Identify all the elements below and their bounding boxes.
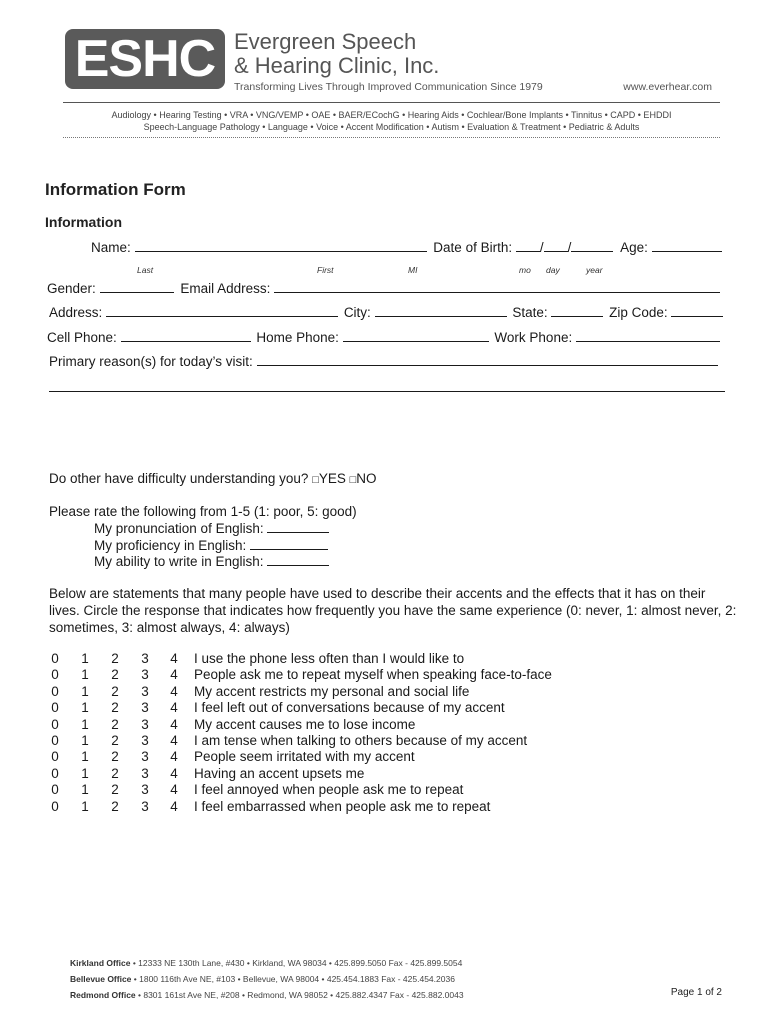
clinic-name-line1: Evergreen Speech xyxy=(234,29,417,54)
scale-option-0[interactable]: 0 xyxy=(51,782,59,798)
home-field[interactable] xyxy=(343,329,489,342)
age-label: Age: xyxy=(620,240,648,255)
yes-label: YES xyxy=(318,471,346,486)
statement-text: People seem irritated with my accent xyxy=(194,749,415,765)
difficulty-row xyxy=(49,471,377,486)
gender-email-row xyxy=(47,280,720,296)
scale-option-0[interactable]: 0 xyxy=(51,716,59,732)
zip-label: Zip Code: xyxy=(609,305,668,320)
sub-mo: mo xyxy=(519,265,531,275)
clinic-name xyxy=(234,30,439,78)
email-label: Email Address: xyxy=(180,281,271,296)
dob-label: Date of Birth: xyxy=(433,240,513,255)
kirkland-office xyxy=(70,958,462,968)
dob-slash-2: / xyxy=(567,240,572,255)
scale-option-3[interactable]: 3 xyxy=(141,798,149,814)
sub-mi: MI xyxy=(408,265,418,275)
statement-text: My accent restricts my personal and social life xyxy=(194,683,470,699)
scale-option-0[interactable]: 0 xyxy=(51,765,59,781)
redmond-office xyxy=(70,990,464,1000)
website-link[interactable]: www.everhear.com xyxy=(623,81,712,93)
scale-option-4[interactable]: 4 xyxy=(170,651,178,666)
statement-text: My accent causes me to lose income xyxy=(194,716,416,732)
address-row xyxy=(49,304,723,320)
scale-option-1[interactable]: 1 xyxy=(81,749,89,765)
scale-option-4[interactable]: 4 xyxy=(170,765,178,781)
address-label: Address: xyxy=(49,305,103,320)
scale-option-1[interactable]: 1 xyxy=(81,651,89,666)
scale-option-3[interactable]: 3 xyxy=(141,700,149,716)
section-title: Information xyxy=(45,214,122,230)
scale-option-2[interactable]: 2 xyxy=(111,733,119,748)
city-field[interactable] xyxy=(375,304,507,317)
scale-option-3[interactable]: 3 xyxy=(141,733,149,748)
redmond-info: • 8301 161st Ave NE, #208 • Redmond, WA 98052 • 425.882.4347 Fax - 425.882.0043 xyxy=(135,990,464,1000)
bellevue-office xyxy=(70,974,455,984)
no-checkbox[interactable]: □ xyxy=(349,474,357,486)
scale-option-4[interactable]: 4 xyxy=(170,782,178,798)
scale-option-2[interactable]: 2 xyxy=(111,782,119,798)
dob-day-field[interactable] xyxy=(544,239,568,252)
no-label: NO xyxy=(356,471,377,486)
page-number: Page 1 of 2 xyxy=(670,987,722,998)
gender-label: Gender: xyxy=(47,281,96,296)
scale-option-1[interactable]: 1 xyxy=(81,667,89,683)
scale-option-2[interactable]: 2 xyxy=(111,765,119,781)
scale-option-2[interactable]: 2 xyxy=(111,683,119,699)
services-line2: Speech-Language Pathology • Language • Voice • Accent Modification • Autism • Evaluation & Treatment • Pediatric & Adults xyxy=(143,122,640,132)
sub-year: year xyxy=(586,265,603,275)
scale-option-2[interactable]: 2 xyxy=(111,651,119,666)
sub-first: First xyxy=(317,265,334,275)
scale-option-4[interactable]: 4 xyxy=(170,667,178,683)
work-field[interactable] xyxy=(576,329,720,342)
scale-option-4[interactable]: 4 xyxy=(170,716,178,732)
scale-option-2[interactable]: 2 xyxy=(111,667,119,683)
scale-option-3[interactable]: 3 xyxy=(141,716,149,732)
scale-option-4[interactable]: 4 xyxy=(170,683,178,699)
statement-text: I am tense when talking to others because of my accent xyxy=(194,733,528,748)
services-line1: Audiology • Hearing Testing • VRA • VNG/VEMP • OAE • BAER/ECochG • Hearing Aids • Cochlear/Bone Implants • Tinnitus • CAPD • EHDDI xyxy=(111,110,672,120)
statement-text: People ask me to repeat myself when speaking face-to-face xyxy=(194,667,552,683)
scale-option-0[interactable]: 0 xyxy=(51,700,59,716)
scale-option-2[interactable]: 2 xyxy=(111,749,119,765)
tagline: Transforming Lives Through Improved Communication Since 1979 xyxy=(234,81,543,93)
reason-field[interactable] xyxy=(257,353,718,366)
yes-checkbox[interactable]: □ xyxy=(312,474,319,486)
scale-option-0[interactable]: 0 xyxy=(51,749,59,765)
scale-option-0[interactable]: 0 xyxy=(51,733,59,748)
scale-option-3[interactable]: 3 xyxy=(141,667,149,683)
header-divider xyxy=(63,102,720,103)
scale-option-1[interactable]: 1 xyxy=(81,798,89,814)
cell-label: Cell Phone: xyxy=(47,330,117,345)
proficiency-label: My proficiency in English: xyxy=(94,538,247,553)
statement-text: Having an accent upsets me xyxy=(194,765,365,781)
bellevue-info: • 1800 116th Ave NE, #103 • Bellevue, WA 98004 • 425.454.1883 Fax - 425.454.2036 xyxy=(131,974,455,984)
reason-row xyxy=(49,353,718,369)
scale-option-4[interactable]: 4 xyxy=(170,749,178,765)
statement-text: I feel embarrassed when people ask me to repeat xyxy=(194,798,491,814)
city-label: City: xyxy=(343,305,371,320)
scale-option-1[interactable]: 1 xyxy=(81,782,89,798)
age-field[interactable] xyxy=(652,239,722,252)
logo-text: ESHC xyxy=(74,30,216,88)
difficulty-question: Do other have difficulty understanding you? xyxy=(49,471,309,486)
dob-slash-1: / xyxy=(539,240,544,255)
form-title: Information Form xyxy=(45,180,186,199)
writing-row xyxy=(94,553,329,569)
zip-field[interactable] xyxy=(671,304,723,317)
bellevue-name: Bellevue Office xyxy=(70,974,132,984)
cell-field[interactable] xyxy=(121,329,251,342)
pronunciation-label: My pronunciation of English: xyxy=(94,521,264,536)
services-divider xyxy=(63,137,720,138)
home-label: Home Phone: xyxy=(256,330,339,345)
scale-option-2[interactable]: 2 xyxy=(111,700,119,716)
state-field[interactable] xyxy=(551,304,603,317)
scale-option-0[interactable]: 0 xyxy=(51,651,59,666)
scale-option-0[interactable]: 0 xyxy=(51,667,59,683)
scale-option-1[interactable]: 1 xyxy=(81,700,89,716)
dob-month-field[interactable] xyxy=(516,239,540,252)
sub-last: Last xyxy=(137,265,154,275)
state-label: State: xyxy=(512,305,548,320)
address-field[interactable] xyxy=(106,304,338,317)
reason-label: Primary reason(s) for today’s visit: xyxy=(49,354,253,369)
gender-field[interactable] xyxy=(100,280,174,293)
scale-option-3[interactable]: 3 xyxy=(141,651,149,666)
scale-option-4[interactable]: 4 xyxy=(170,733,178,748)
scale-option-3[interactable]: 3 xyxy=(141,765,149,781)
work-label: Work Phone: xyxy=(494,330,573,345)
scale-option-4[interactable]: 4 xyxy=(170,798,178,814)
reason-field-line2[interactable] xyxy=(49,391,725,392)
name-row xyxy=(91,239,722,255)
proficiency-row xyxy=(94,537,328,553)
scale-option-1[interactable]: 1 xyxy=(81,765,89,781)
statement-text: I use the phone less often than I would like to xyxy=(194,651,465,666)
pronunciation-row xyxy=(94,520,329,536)
rate-intro: Please rate the following from 1-5 (1: poor, 5: good) xyxy=(49,504,357,519)
statement-text: I feel annoyed when people ask me to repeat xyxy=(194,782,464,798)
pronunciation-field[interactable] xyxy=(267,520,329,533)
scale-option-0[interactable]: 0 xyxy=(51,683,59,699)
writing-label: My ability to write in English: xyxy=(94,554,264,569)
services-list xyxy=(63,109,720,133)
redmond-name: Redmond Office xyxy=(70,990,136,1000)
scale-option-3[interactable]: 3 xyxy=(141,782,149,798)
statements-intro: Below are statements that many people have used to describe their accents and the effects that it has on their lives. Circle the response that indicates how frequently you have the same experience (0: never, 1: almost never, 2: sometimes, 3: almost always, 4: always) xyxy=(49,586,737,635)
statement-text: I feel left out of conversations because of my accent xyxy=(194,700,505,716)
phone-row xyxy=(47,329,720,345)
scale-option-1[interactable]: 1 xyxy=(81,733,89,748)
name-field[interactable] xyxy=(135,239,427,252)
kirkland-info: • 12333 NE 130th Lane, #430 • Kirkland, WA 98034 • 425.899.5050 Fax - 425.899.5054 xyxy=(130,958,463,968)
sub-day: day xyxy=(546,265,560,275)
scale-option-1[interactable]: 1 xyxy=(81,683,89,699)
kirkland-name: Kirkland Office xyxy=(70,958,131,968)
scale-option-3[interactable]: 3 xyxy=(141,749,149,765)
name-label: Name: xyxy=(91,240,131,255)
dob-year-field[interactable] xyxy=(571,239,613,252)
scale-option-4[interactable]: 4 xyxy=(170,700,178,716)
proficiency-field[interactable] xyxy=(250,537,328,550)
scale-option-2[interactable]: 2 xyxy=(111,798,119,814)
scale-option-2[interactable]: 2 xyxy=(111,716,119,732)
email-field[interactable] xyxy=(274,280,720,293)
scale-option-0[interactable]: 0 xyxy=(51,798,59,814)
clinic-logo xyxy=(65,29,225,89)
scale-option-1[interactable]: 1 xyxy=(81,716,89,732)
writing-field[interactable] xyxy=(267,553,329,566)
scale-option-3[interactable]: 3 xyxy=(141,683,149,699)
clinic-name-line2: & Hearing Clinic, Inc. xyxy=(234,53,440,78)
